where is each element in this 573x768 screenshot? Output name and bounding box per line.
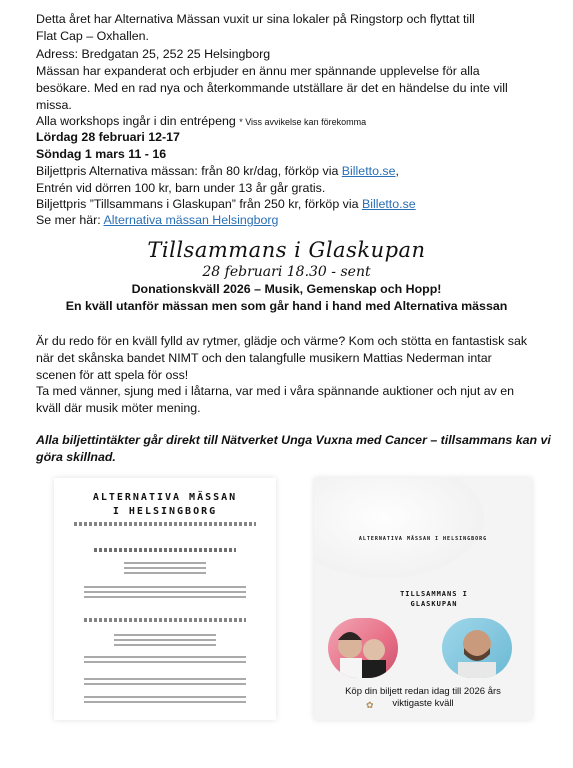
price-line-2: [36, 196, 416, 213]
door-price-text: Entrén vid dörren 100 kr, barn under 13 år går gratis.: [36, 181, 326, 195]
workshops-label: Alla workshops ingår i din entrépeng: [36, 114, 236, 128]
poster-text-block: [84, 586, 246, 598]
poster-caption: Köp din biljett redan idag till 2026 års: [345, 686, 501, 697]
price-text: Biljettpris ”Tillsammans i Glaskupan” från 250 kr, förköp via: [36, 197, 362, 211]
event-paragraph: Är du redo för en kväll fylld av rytmer, glädje och värme? Kom och stötta en fantastisk sak: [36, 334, 528, 348]
emoji-icon: ✿: [366, 700, 374, 710]
poster-text-block: [114, 634, 216, 648]
poster-text-block: [84, 618, 246, 622]
workshops-note: * Viss avvikelse kan förekomma: [239, 117, 367, 127]
event-paragraph: när det skånska bandet NIMT och den talangfulle musikern Mattias Nederman intar: [36, 351, 492, 365]
schedule-day-1: Lördag 28 februari 12-17: [36, 130, 180, 144]
billetto-link[interactable]: Billetto.se: [361, 197, 416, 211]
more-info-label: Se mer här:: [36, 213, 104, 227]
poster-title: I HELSINGBORG: [112, 506, 218, 517]
musician-photo-image: [442, 618, 512, 678]
expand-text: missa.: [36, 98, 72, 112]
price-text: Biljettpris Alternativa mässan: från 80 kr/dag, förköp via: [36, 164, 342, 178]
poster-header: ALTERNATIVA MÄSSAN I HELSINGBORG: [358, 536, 488, 542]
event-subtitle: Donationskväll 2026 – Musik, Gemenskap och Hopp!: [131, 282, 442, 296]
band-photo-image: [328, 618, 398, 678]
poster-background-shape: [314, 478, 484, 578]
poster-caption: viktigaste kväll: [392, 698, 454, 709]
alternativa-link[interactable]: Alternativa mässan Helsingborg: [103, 213, 279, 227]
musician-photo: [442, 618, 512, 678]
more-info-line: [36, 212, 278, 229]
price-line-1: [36, 163, 399, 180]
poster-text-block: [74, 522, 256, 526]
intro-line: Flat Cap – Oxhallen.: [36, 29, 149, 43]
event-tagline: En kväll utanför mässan men som går hand i hand med Alternativa mässan: [65, 299, 508, 313]
poster-text-block: [94, 548, 236, 552]
intro-line: Detta året har Alternativa Mässan vuxit ur sina lokaler på Ringstorp och flyttat till: [36, 12, 475, 26]
closing-text: göra skillnad.: [36, 450, 116, 464]
band-photo: [328, 618, 398, 678]
poster-title: TILLSAMMANS I: [400, 590, 468, 598]
poster-text-block: [124, 562, 206, 576]
expand-text: besökare. Med en rad nya och återkommande utställare är det en händelse du inte vill: [36, 81, 508, 95]
billetto-link[interactable]: Billetto.se: [341, 164, 396, 178]
event-title: Tillsammans i Glaskupan: [147, 238, 426, 262]
event-paragraph: Ta med vänner, sjung med i låtarna, var med i våra spännande auktioner och njut av en: [36, 384, 515, 398]
poster-text-block: [84, 696, 246, 706]
poster-text-block: [84, 656, 246, 666]
price-suffix: ,: [395, 164, 399, 178]
expand-text: Mässan har expanderat och erbjuder en ännu mer spännande upplevelse för alla: [36, 64, 480, 78]
address-text: Adress: Bredgatan 25, 252 25 Helsingborg: [36, 47, 271, 61]
poster-title: GLASKUPAN: [410, 600, 458, 608]
schedule-day-2: Söndag 1 mars 11 - 16: [36, 147, 167, 161]
closing-text: Alla biljettintäkter går direkt till Nätverket Unga Vuxna med Cancer – tillsammans kan vi: [36, 433, 551, 447]
poster-text-block: [84, 678, 246, 688]
event-date: 28 februari 18.30 - sent: [202, 264, 371, 280]
poster-glaskupan: [314, 478, 532, 720]
poster-title: ALTERNATIVA MÄSSAN: [92, 492, 238, 503]
poster-alternativa: [54, 478, 276, 720]
event-paragraph: scenen för att spela för oss!: [36, 368, 189, 382]
event-paragraph: kväll där musik möter mening.: [36, 401, 201, 415]
